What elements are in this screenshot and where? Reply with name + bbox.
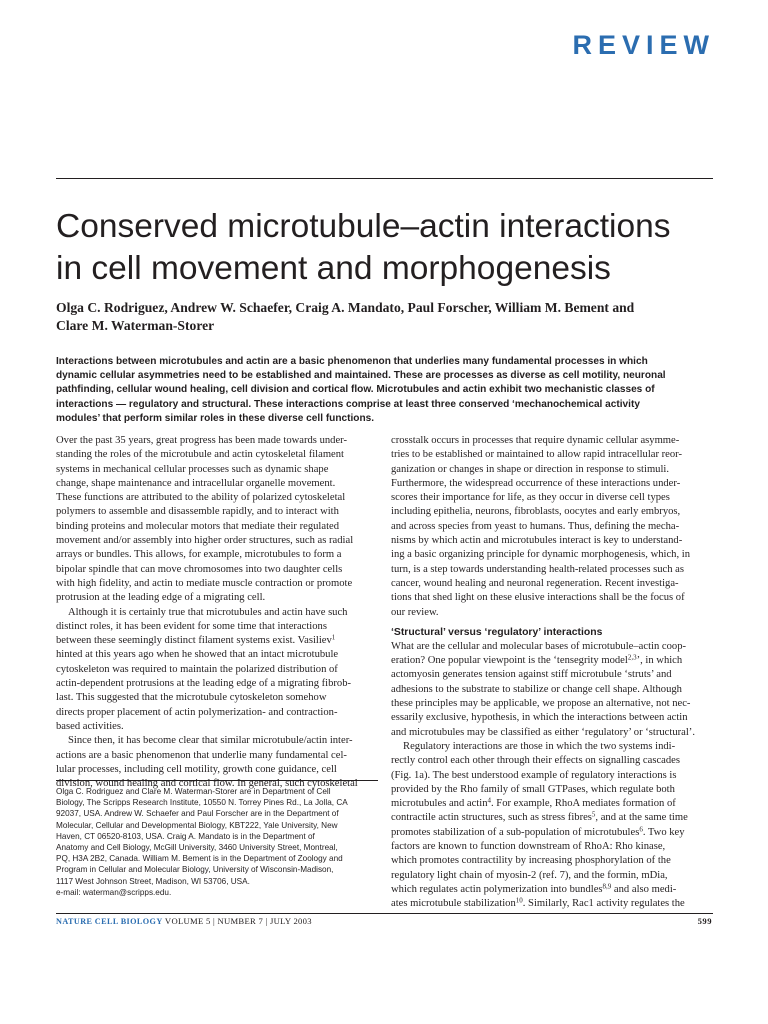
text-line — [391, 883, 713, 897]
text-line — [391, 797, 713, 811]
journal-footer — [56, 916, 312, 926]
body-paragraph — [56, 734, 378, 791]
text-line: directs proper placement of actin polymerization- and contraction- — [56, 706, 338, 718]
text-line: nisms by which actin and microtubules interact is key to understand- — [391, 535, 683, 547]
body-paragraph — [56, 434, 378, 606]
text-fragment: contractile actin structures, such as stress fibres — [391, 812, 592, 824]
text-line: which promotes contractility by increasing phosphorylation of the — [391, 855, 671, 867]
text-line — [391, 826, 713, 840]
text-fragment: and also medi- — [611, 883, 677, 895]
abstract-line: Interactions between microtubules and actin are a basic phenomenon that underlies many fundamental processes in which — [56, 356, 648, 367]
affiliation-rule — [56, 780, 378, 781]
text-line: crosstalk occurs in processes that require dynamic cellular asymme- — [391, 435, 680, 446]
text-line — [391, 897, 713, 911]
reference-superscript: 2,3 — [627, 653, 637, 662]
reference-superscript: 4 — [487, 796, 491, 805]
text-line: systems in mechanical cellular processes such as dynamic shape — [56, 463, 329, 475]
text-fragment: between these seemingly distinct filament systems exist. Vasiliev — [56, 635, 332, 647]
abstract-line: dynamic cellular asymmetries need to be established and maintained. These are processes as diverse as cell motility, neuronal — [56, 370, 666, 382]
text-line: our review. — [391, 606, 439, 618]
header-rule — [56, 178, 713, 179]
text-fragment: . Similarly, Rac1 activity regulates the — [522, 898, 685, 910]
text-line: and microtubules may be classified as either ‘regulatory’ or ‘structural’. — [391, 726, 695, 738]
text-line: Since then, it has become clear that similar microtubule/actin inter- — [68, 735, 353, 747]
body-paragraph — [56, 606, 378, 735]
article-title — [56, 206, 736, 290]
body-paragraph — [391, 640, 713, 740]
text-line: cancer, wound healing and neuronal regeneration. Recent investiga- — [391, 577, 679, 589]
affiliation-line: Anatomy and Cell Biology, McGill University, 3460 University Street, Montreal, — [56, 843, 338, 853]
text-line: lular processes, including cell motility, growth cone guidance, cell — [56, 763, 337, 775]
text-line: protrusion at the leading edge of a migrating cell. — [56, 592, 266, 604]
text-line: factors are known to function downstream of RhoA: Rho kinase, — [391, 841, 666, 853]
text-line: last. This suggested that the microtubule cytoskeleton somehow — [56, 692, 327, 704]
text-line: scores their importance for life, as they occur in diverse cell types — [391, 492, 670, 504]
author-line: Clare M. Waterman-Storer — [56, 318, 215, 333]
affiliation-line: Olga C. Rodriguez and Clare M. Waterman-Storer are in Department of Cell — [56, 787, 331, 796]
affiliation-line: Haven, CT 06520-8103, USA. Craig A. Mandato is in the Department of — [56, 831, 315, 841]
abstract-line: interactions — regulatory and structural. These interactions comprise at least three conserved ‘mechanochemical activity — [56, 398, 640, 410]
text-line — [391, 654, 713, 668]
text-line: movement and/or assembly into higher order structures, such as radial — [56, 535, 354, 547]
text-line: actomyosin generates tension against stiff microtubule ‘struts’ and — [391, 669, 672, 681]
text-line — [56, 634, 378, 648]
issue-info: VOLUME 5 | NUMBER 7 | JULY 2003 — [162, 916, 312, 926]
text-fragment: microtubules and actin — [391, 798, 488, 810]
text-line: (Fig. 1a). The best understood example of regulatory interactions is — [391, 769, 677, 781]
contact-email: e-mail: waterman@scripps.edu. — [56, 887, 172, 897]
text-line: standing the roles of the microtubule and actin cytoskeletal filament — [56, 449, 345, 461]
text-fragment: , and at the same time — [595, 812, 688, 824]
left-column — [56, 434, 378, 791]
title-line: in cell movement and morphogenesis — [56, 250, 611, 287]
affiliation-line: Program in Cellular and Molecular Biology, University of Wisconsin-Madison, — [56, 865, 334, 875]
text-line: bipolar spindle that can move chromosomes into two daughter cells — [56, 563, 343, 575]
text-line: cytoskeleton was required to maintain the polarized distribution of — [56, 663, 338, 675]
text-fragment: eration? One popular viewpoint is the ‘tensegrity model — [391, 655, 628, 667]
reference-superscript: 10 — [515, 896, 523, 905]
text-line: binding proteins and molecular motors that mediate their regulated — [56, 520, 340, 532]
reference-superscript: 1 — [331, 633, 336, 642]
author-list — [56, 299, 696, 335]
footer-rule — [56, 913, 713, 914]
text-fragment: ates microtubule stabilization — [391, 898, 516, 910]
text-line: change, shape maintenance and intracellular organelle movement. — [56, 477, 336, 489]
text-line: including epithelia, neurons, fibroblasts, oocytes and early embryos, — [391, 506, 681, 518]
text-line: Over the past 35 years, great progress has been made towards under- — [56, 435, 348, 446]
text-line: These functions are attributed to the ability of polarized cytoskeletal — [56, 492, 346, 504]
text-line — [391, 811, 713, 825]
affiliation-line: PQ, H3A 2B2, Canada. William M. Bement is in the Department of Zoology and — [56, 854, 343, 864]
right-column — [391, 434, 713, 912]
title-line: Conserved microtubule–actin interactions — [56, 208, 671, 245]
text-line: provided by the Rho family of small GTPases, which regulate both — [391, 783, 675, 795]
journal-name: NATURE CELL BIOLOGY — [56, 917, 163, 926]
text-line: ganization or changes in shape or direction in response to stimuli. — [391, 463, 670, 475]
reference-superscript: 8,9 — [602, 882, 612, 891]
affiliation-line: Biology, The Scripps Research Institute, 10550 N. Torrey Pines Rd., La Jolla, CA — [56, 798, 348, 808]
text-line: and across species from yeast to humans. Thus, defining the mecha- — [391, 520, 680, 532]
text-line: turn, is a step towards understanding health-related processes such as — [391, 563, 685, 575]
author-line: Olga C. Rodriguez, Andrew W. Schaefer, Craig A. Mandato, Paul Forscher, William M. Bement and — [56, 300, 635, 315]
text-line: Furthermore, the widespread occurrence of these interactions under- — [391, 477, 681, 489]
text-line: tions that shed light on these elusive interactions shall be the focus of — [391, 592, 685, 604]
text-fragment: which regulates actin polymerization into bundles — [391, 883, 603, 895]
text-line: distinct roles, it has been evident for some time that interactions — [56, 620, 327, 632]
affiliation-line: 92037, USA. Andrew W. Schaefer and Paul Forscher are in the Department of — [56, 809, 339, 819]
text-line: regulatory light chain of myosin-2 (ref. 7), and the formin, mDia, — [391, 869, 668, 881]
text-line: rectly control each other through their effects on signalling cascades — [391, 755, 680, 767]
text-line: these principles may be applicable, we propose an alternative, not nec- — [391, 698, 691, 710]
text-line: polymers to assemble and disassemble rapidly, and to interact with — [56, 506, 339, 518]
text-line: actions are a basic phenomenon that underlie many fundamental cel- — [56, 749, 347, 761]
text-line: with high fidelity, and actin to mediate muscle contraction or promote — [56, 577, 353, 589]
section-heading: ‘Structural’ versus ‘regulatory’ interactions — [391, 626, 603, 638]
affiliation-line: Molecular, Cellular and Developmental Biology, KBT222, Yale University, New — [56, 820, 338, 830]
reference-superscript: 5 — [591, 810, 596, 819]
text-line: actin-dependent protrusions at the leading edge of a migrating fibrob- — [56, 678, 352, 690]
abstract-line: pathfinding, cellular wound healing, cell division and cortical flow. Microtubules and actin exhibit two mechanistic classes of — [56, 384, 655, 396]
text-line: What are the cellular and molecular bases of microtubule–actin coop- — [391, 640, 687, 652]
abstract — [56, 355, 716, 426]
text-fragment: promotes stabilization of a sub-population of microtubules — [391, 826, 640, 838]
text-line: based activities. — [56, 720, 124, 732]
text-line: Although it is certainly true that microtubules and actin have such — [68, 606, 348, 618]
text-fragment: . Two key — [642, 826, 685, 838]
text-line: tries to be established or maintained to allow rapid intracellular reor- — [391, 449, 683, 461]
text-line: ing a basic organizing principle for dynamic morphogenesis, which, in — [391, 549, 691, 561]
review-section-label: REVIEW — [572, 30, 715, 60]
text-line: arrays or bundles. This allows, for example, microtubules to form a — [56, 549, 342, 561]
text-fragment: ’, in which — [636, 655, 683, 667]
author-affiliations — [56, 786, 378, 898]
reference-superscript: 6 — [639, 825, 643, 834]
body-paragraph — [391, 434, 713, 620]
text-line: essarily exclusive, hypothesis, in which the interactions between actin — [391, 712, 688, 724]
page-number: 599 — [697, 916, 712, 926]
abstract-line: modules’ that perform similar roles in these diverse cell functions. — [56, 412, 375, 424]
text-line: adhesions to the substrate to stabilize or change cell shape. Although — [391, 683, 682, 695]
text-line: division, wound healing and cortical flow. In general, such cytoskeletal — [56, 778, 358, 790]
affiliation-line: 1117 West Johnson Street, Madison, WI 53706, USA. — [56, 876, 250, 886]
text-line: hinted at this years ago when he showed that an intact microtubule — [56, 649, 339, 661]
text-fragment: . For example, RhoA mediates formation of — [491, 798, 676, 810]
body-paragraph — [391, 740, 713, 912]
text-line: Regulatory interactions are those in which the two systems indi- — [403, 740, 676, 752]
